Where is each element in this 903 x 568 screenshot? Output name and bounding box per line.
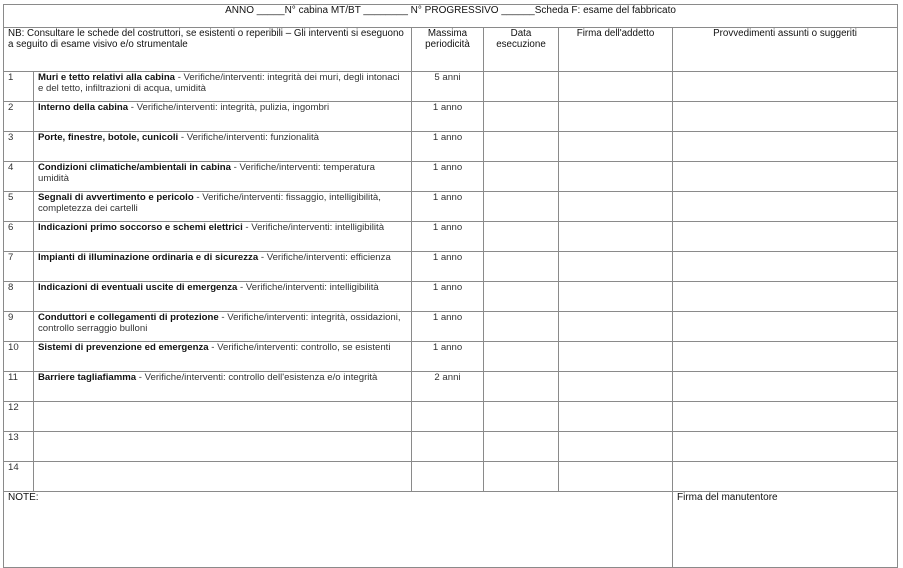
signature-cell[interactable] xyxy=(559,432,673,462)
measures-cell[interactable] xyxy=(673,462,898,492)
measures-cell[interactable] xyxy=(673,432,898,462)
signature-cell[interactable] xyxy=(559,312,673,342)
check-description xyxy=(34,372,412,402)
check-details: - Verifiche/interventi: intelligibilità xyxy=(242,222,385,233)
table-row xyxy=(4,462,898,492)
date-cell[interactable] xyxy=(484,402,559,432)
measures-cell[interactable] xyxy=(673,72,898,102)
table-row xyxy=(4,72,898,102)
check-details: - Verifiche/interventi: controllo, se esistenti xyxy=(208,342,391,353)
signature-cell[interactable] xyxy=(559,282,673,312)
periodicity-cell: 1 anno xyxy=(412,342,484,372)
check-title: Segnali di avvertimento e pericolo xyxy=(38,192,194,203)
row-number: 6 xyxy=(4,222,34,252)
check-details: - Verifiche/interventi: controllo dell'esistenza e/o integrità xyxy=(136,372,378,383)
check-description xyxy=(34,282,412,312)
check-description xyxy=(34,312,412,342)
check-description xyxy=(34,132,412,162)
form-title-row xyxy=(4,5,898,28)
row-number: 9 xyxy=(4,312,34,342)
check-title: Muri e tetto relativi alla cabina xyxy=(38,72,176,83)
date-header: Data esecuzione xyxy=(484,28,559,72)
date-cell[interactable] xyxy=(484,222,559,252)
periodicity-cell: 1 anno xyxy=(412,222,484,252)
date-cell[interactable] xyxy=(484,252,559,282)
check-title: Interno della cabina xyxy=(38,102,129,113)
date-cell[interactable] xyxy=(484,312,559,342)
check-description xyxy=(34,72,412,102)
periodicity-cell: 1 anno xyxy=(412,282,484,312)
empty-rows xyxy=(4,402,898,492)
notes-row xyxy=(4,492,898,568)
table-row xyxy=(4,372,898,402)
row-number: 10 xyxy=(4,342,34,372)
date-cell[interactable] xyxy=(484,432,559,462)
check-title: Barriere tagliafiamma xyxy=(38,372,137,383)
date-cell[interactable] xyxy=(484,342,559,372)
date-cell[interactable] xyxy=(484,372,559,402)
row-number: 13 xyxy=(4,432,34,462)
check-details: - Verifiche/interventi: integrità, ossidazioni, controllo serraggio bulloni xyxy=(38,312,401,334)
check-description xyxy=(34,342,412,372)
check-description xyxy=(34,222,412,252)
check-title: Impianti di illuminazione ordinaria e di sicurezza xyxy=(38,252,259,263)
measures-cell[interactable] xyxy=(673,372,898,402)
check-details: - Verifiche/interventi: funzionalità xyxy=(178,132,319,143)
check-description-cell[interactable] xyxy=(34,402,412,432)
date-cell[interactable] xyxy=(484,192,559,222)
measures-cell[interactable] xyxy=(673,102,898,132)
check-description xyxy=(34,192,412,222)
measures-cell[interactable] xyxy=(673,402,898,432)
check-title: Indicazioni primo soccorso e schemi elettrici xyxy=(38,222,243,233)
measures-cell[interactable] xyxy=(673,162,898,192)
periodicity-cell: 1 anno xyxy=(412,162,484,192)
check-title: Sistemi di prevenzione ed emergenza xyxy=(38,342,209,353)
periodicity-cell[interactable] xyxy=(412,462,484,492)
check-description-cell[interactable] xyxy=(34,432,412,462)
table-row xyxy=(4,132,898,162)
measures-header: Provvedimenti assunti o suggeriti xyxy=(673,28,898,72)
row-number: 5 xyxy=(4,192,34,222)
check-description xyxy=(34,162,412,192)
measures-cell[interactable] xyxy=(673,192,898,222)
check-details: - Verifiche/interventi: intelligibilità xyxy=(237,282,379,293)
table-row xyxy=(4,222,898,252)
measures-cell[interactable] xyxy=(673,282,898,312)
check-description-cell[interactable] xyxy=(34,462,412,492)
date-cell[interactable] xyxy=(484,462,559,492)
signature-cell[interactable] xyxy=(559,222,673,252)
check-description xyxy=(34,102,412,132)
signature-cell[interactable] xyxy=(559,132,673,162)
notes-field[interactable] xyxy=(4,492,673,568)
date-cell[interactable] xyxy=(484,132,559,162)
row-number: 12 xyxy=(4,402,34,432)
table-row xyxy=(4,252,898,282)
table-row xyxy=(4,312,898,342)
measures-cell[interactable] xyxy=(673,312,898,342)
signature-header: Firma dell'addetto xyxy=(559,28,673,72)
check-details: - Verifiche/interventi: integrità, pulizia, ingombri xyxy=(128,102,330,113)
row-number: 8 xyxy=(4,282,34,312)
periodicity-header: Massima periodicità xyxy=(412,28,484,72)
signature-cell[interactable] xyxy=(559,372,673,402)
table-row xyxy=(4,402,898,432)
periodicity-cell: 5 anni xyxy=(412,72,484,102)
signature-cell[interactable] xyxy=(559,72,673,102)
periodicity-cell: 1 anno xyxy=(412,102,484,132)
table-row xyxy=(4,432,898,462)
check-details: - Verifiche/interventi: efficienza xyxy=(258,252,391,263)
check-title: Condizioni climatiche/ambientali in cabina xyxy=(38,162,231,173)
maintainer-signature-field[interactable] xyxy=(673,492,898,568)
item-rows xyxy=(4,72,898,402)
row-number: 14 xyxy=(4,462,34,492)
periodicity-cell: 1 anno xyxy=(412,252,484,282)
form-title: ANNO _____N° cabina MT/BT ________ N° PROGRESSIVO ______Scheda F: esame del fabbricato xyxy=(4,5,898,28)
check-title: Porte, finestre, botole, cunicoli xyxy=(38,132,179,143)
signature-cell[interactable] xyxy=(559,102,673,132)
check-description xyxy=(34,252,412,282)
maintainer-signature-label: Firma del manutentore xyxy=(677,492,778,503)
notes-label: NOTE: xyxy=(8,492,39,503)
periodicity-cell: 2 anni xyxy=(412,372,484,402)
table-row xyxy=(4,162,898,192)
signature-cell[interactable] xyxy=(559,342,673,372)
signature-cell[interactable] xyxy=(559,252,673,282)
header-row xyxy=(4,28,898,72)
table-row xyxy=(4,192,898,222)
measures-cell[interactable] xyxy=(673,252,898,282)
table-row xyxy=(4,102,898,132)
table-row xyxy=(4,342,898,372)
check-title: Indicazioni di eventuali uscite di emergenza xyxy=(38,282,238,293)
check-details: - Verifiche/interventi: fissaggio, intelligibilità, completezza dei cartelli xyxy=(38,192,381,214)
date-cell[interactable] xyxy=(484,282,559,312)
nb-header: NB: Consultare le schede del costruttori, se esistenti o reperibili – Gli interventi si eseguono a seguito di esame visivo e/o strumentale xyxy=(4,28,412,72)
signature-cell[interactable] xyxy=(559,402,673,432)
row-number: 2 xyxy=(4,102,34,132)
maintenance-form-table xyxy=(3,4,898,568)
row-number: 7 xyxy=(4,252,34,282)
signature-cell[interactable] xyxy=(559,462,673,492)
table-row xyxy=(4,282,898,312)
row-number: 3 xyxy=(4,132,34,162)
date-cell[interactable] xyxy=(484,162,559,192)
periodicity-cell: 1 anno xyxy=(412,192,484,222)
periodicity-cell[interactable] xyxy=(412,432,484,462)
row-number: 1 xyxy=(4,72,34,102)
measures-cell[interactable] xyxy=(673,222,898,252)
check-details: - Verifiche/interventi: integrità dei muri, degli intonaci e del tetto, infiltrazioni di acqua, umidità xyxy=(38,72,400,94)
check-title: Conduttori e collegamenti di protezione xyxy=(38,312,219,323)
signature-cell[interactable] xyxy=(559,162,673,192)
measures-cell[interactable] xyxy=(673,342,898,372)
row-number: 4 xyxy=(4,162,34,192)
row-number: 11 xyxy=(4,372,34,402)
measures-cell[interactable] xyxy=(673,132,898,162)
periodicity-cell: 1 anno xyxy=(412,312,484,342)
periodicity-cell[interactable] xyxy=(412,402,484,432)
signature-cell[interactable] xyxy=(559,192,673,222)
date-cell[interactable] xyxy=(484,102,559,132)
periodicity-cell: 1 anno xyxy=(412,132,484,162)
date-cell[interactable] xyxy=(484,72,559,102)
check-details: - Verifiche/interventi: temperatura umidità xyxy=(38,162,375,184)
